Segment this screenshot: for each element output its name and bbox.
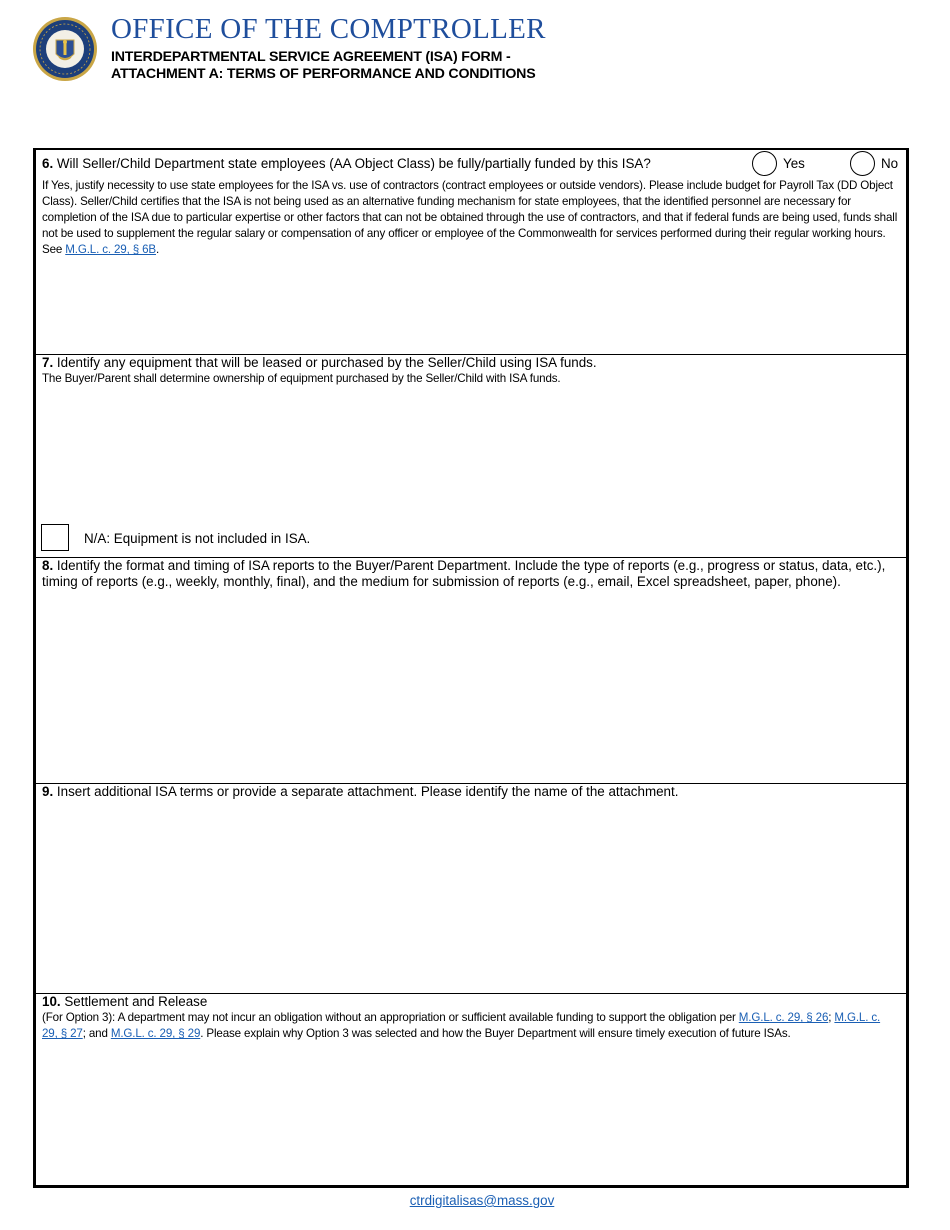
section-7-note: The Buyer/Parent shall determine ownership of equipment purchased by the Seller/Child with ISA funds. (42, 372, 561, 385)
form-table (33, 148, 909, 1188)
form-subtitle-line1: INTERDEPARTMENTAL SERVICE AGREEMENT (ISA) FORM - (111, 49, 511, 65)
section-10-sep2: ; and (82, 1027, 111, 1040)
section-7-question (42, 355, 900, 371)
section-10[interactable] (36, 994, 906, 1182)
section-6-note (42, 178, 898, 258)
section-10-note-end: . Please explain why Option 3 was selected and how the Buyer Department will ensure timely execution of future ISAs. (200, 1027, 791, 1040)
mgl-29-26-link[interactable]: M.G.L. c. 29, § 26 (738, 1011, 829, 1024)
na-equipment-checkbox[interactable] (41, 524, 69, 551)
section-7[interactable] (36, 355, 906, 558)
mgl-29-27-link[interactable]: M.G.L. c. 29, § 27 (42, 1011, 881, 1040)
yes-radio[interactable] (752, 151, 777, 176)
section-8-number: 8. (42, 558, 54, 573)
section-10-sep1: ; (828, 1011, 835, 1024)
section-10-question (42, 994, 900, 1010)
section-6-note-end: . (156, 243, 160, 256)
mgl-29-6b-link[interactable]: M.G.L. c. 29, § 6B (65, 243, 156, 256)
section-6-note-text: If Yes, justify necessity to use state employees for the ISA vs. use of contractors (contract employees or outside vendors). Please include budget for Payroll Tax (DD Object Class). Seller/Child certifies that the ISA is not being used as an alternative funding mechanism for state employees, that the identified personnel are necessary for completion of the ISA due to particular expertise or other factors that can not be obtained through the use of contractors, and that if federal funds are being used, funds shall not be used to supplement the regular salary or compensation of any officer or employee of the Commonwealth for services performed during their regular working hours. See (42, 179, 898, 256)
section-8[interactable] (36, 558, 906, 784)
footer (0, 1193, 950, 1208)
section-10-note-text: (For Option 3): A department may not incur an obligation without an appropriation or sufficient available funding to support the obligation per (42, 1011, 739, 1024)
no-label: No (881, 156, 899, 171)
section-10-note (42, 1010, 898, 1042)
section-9-question-text: Insert additional ISA terms or provide a separate attachment. Please identify the name of the attachment. (56, 784, 679, 799)
section-6-number: 6. (42, 156, 54, 171)
section-7-question-text: Identify any equipment that will be leased or purchased by the Seller/Child using ISA funds. (56, 355, 597, 370)
section-6-question-text: Will Seller/Child Department state employees (AA Object Class) be fully/partially funded by this ISA? (56, 156, 651, 171)
section-8-question-text: Identify the format and timing of ISA reports to the Buyer/Parent Department. Include the type of reports (e.g., progress or status, data, etc.), timing of reports (e.g., weekly, monthly, final), and the medium for submission of reports (e.g., email, Excel spreadsheet, paper, phone). (42, 558, 886, 589)
section-9-number: 9. (42, 784, 54, 799)
section-10-question-text: Settlement and Release (64, 994, 208, 1009)
footer-email-link[interactable]: ctrdigitalisas@mass.gov (409, 1193, 555, 1208)
section-9[interactable] (36, 784, 906, 994)
mgl-29-29-link[interactable]: M.G.L. c. 29, § 29 (110, 1027, 201, 1040)
section-10-number: 10. (42, 994, 61, 1009)
section-6[interactable] (36, 150, 906, 355)
section-8-question (42, 558, 900, 590)
section-7-number: 7. (42, 355, 54, 370)
commonwealth-seal-icon (32, 16, 98, 82)
section-9-question (42, 784, 900, 800)
yes-label: Yes (783, 156, 805, 171)
office-title: OFFICE OF THE COMPTROLLER (111, 13, 546, 45)
form-subtitle-line2: ATTACHMENT A: TERMS OF PERFORMANCE AND CONDITIONS (111, 66, 536, 82)
na-equipment-label: N/A: Equipment is not included in ISA. (84, 531, 311, 546)
no-radio[interactable] (850, 151, 875, 176)
